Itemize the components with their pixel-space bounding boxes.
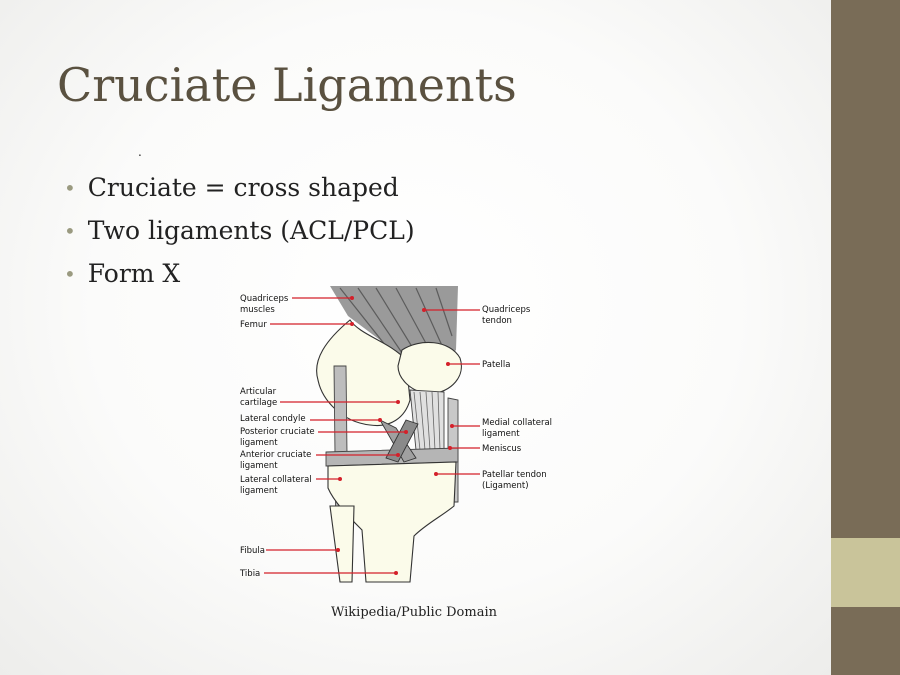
bullet-text: Cruciate = cross shaped (87, 173, 399, 202)
leader-dot (350, 296, 354, 300)
label-patella: Patella (482, 360, 511, 370)
leader-dot (338, 477, 342, 481)
leader-dot (450, 424, 454, 428)
label-anterior-cruciate: Anterior cruciate ligament (240, 450, 312, 471)
slide-sidebar (831, 0, 900, 675)
leader-dot (404, 430, 408, 434)
leader-dot (448, 446, 452, 450)
leader-dot (434, 472, 438, 476)
label-medial-collateral: Medial collateral ligament (482, 418, 553, 439)
label-quadriceps-muscles: Quadriceps muscles (240, 294, 289, 315)
label-fibula: Fibula (240, 546, 265, 556)
leader-dot (394, 571, 398, 575)
label-quadriceps-tendon: Quadriceps tendon (482, 305, 531, 326)
bullet-item (64, 209, 415, 252)
slide-title: Cruciate Ligaments (57, 58, 517, 112)
label-articular-cartilage: Articular cartilage (240, 387, 278, 408)
leader-dot (396, 453, 400, 457)
bullet-icon: • (64, 261, 76, 286)
label-patellar-tendon: Patellar tendon (Ligament) (482, 470, 547, 491)
label-femur: Femur (240, 320, 267, 330)
bullet-icon: • (64, 218, 76, 243)
leader-dot (396, 400, 400, 404)
image-credit: Wikipedia/Public Domain (331, 605, 497, 620)
leader-dot (336, 548, 340, 552)
stray-mark: . (138, 145, 142, 159)
bullet-list (64, 166, 415, 295)
leader-dot (350, 322, 354, 326)
label-tibia: Tibia (240, 569, 261, 579)
label-lateral-collateral: Lateral collateral ligament (240, 475, 312, 496)
label-lateral-condyle: Lateral condyle (240, 414, 306, 424)
fibula-bone (330, 506, 354, 582)
bullet-text: Two ligaments (ACL/PCL) (87, 216, 415, 245)
label-meniscus: Meniscus (482, 444, 522, 454)
leader-dot (446, 362, 450, 366)
leader-dot (422, 308, 426, 312)
sidebar-accent-block (831, 538, 900, 607)
bullet-icon: • (64, 175, 76, 200)
bullet-text: Form X (87, 259, 181, 288)
label-posterior-cruciate: Posterior cruciate ligament (240, 427, 315, 448)
bullet-item (64, 166, 415, 209)
leader-dot (378, 418, 382, 422)
knee-anatomy-diagram (230, 280, 570, 590)
